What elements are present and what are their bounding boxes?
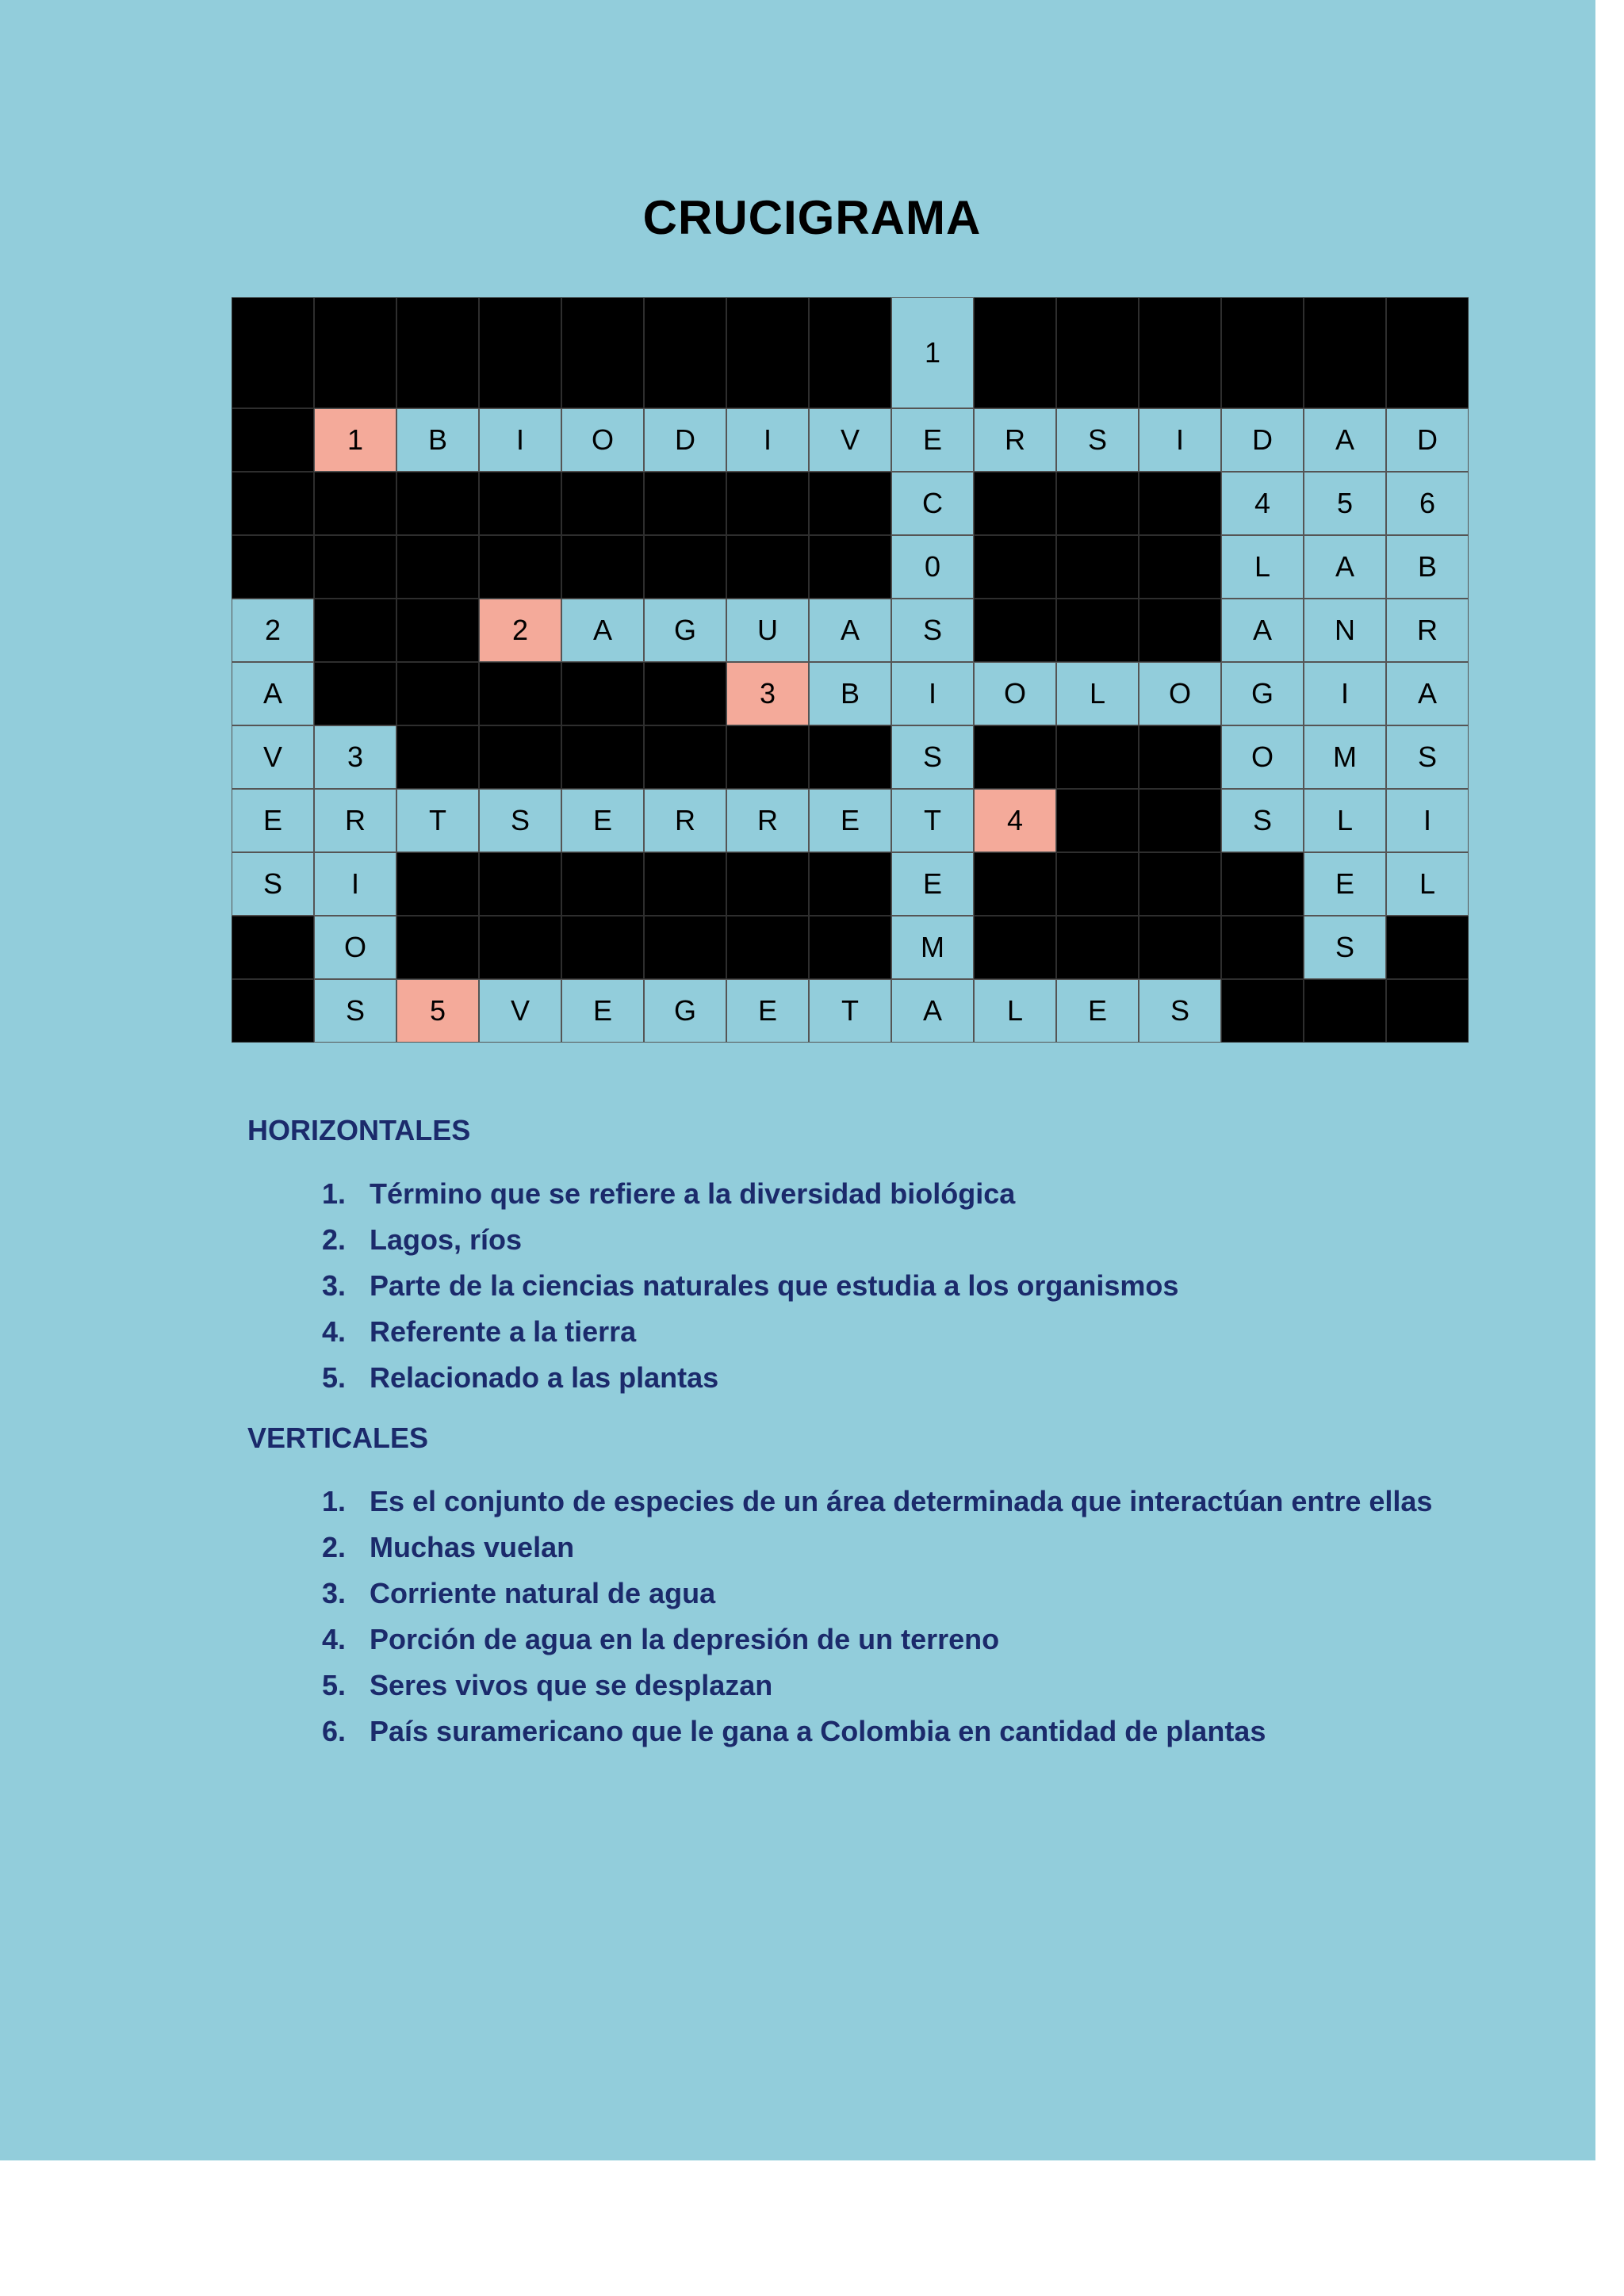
crossword-letter-cell: E bbox=[1056, 979, 1139, 1043]
clue-text: Seres vivos que se desplazan bbox=[370, 1669, 773, 1701]
clue-text: Término que se refiere a la diversidad biológica bbox=[370, 1177, 1016, 1210]
page-title: CRUCIGRAMA bbox=[642, 191, 982, 244]
crossword-letter-cell: O bbox=[974, 662, 1056, 725]
crossword-letter-cell: 3 bbox=[314, 725, 396, 789]
crossword-block-cell bbox=[561, 916, 644, 979]
crossword-block-cell bbox=[479, 472, 561, 535]
crossword-block-cell bbox=[479, 852, 561, 916]
crossword-letter-cell: I bbox=[479, 408, 561, 472]
crossword-block-cell bbox=[809, 472, 891, 535]
crossword-letter-cell: E bbox=[561, 789, 644, 852]
crossword-letter-cell: V bbox=[479, 979, 561, 1043]
crossword-letter-cell: S bbox=[479, 789, 561, 852]
crossword-letter-cell: O bbox=[561, 408, 644, 472]
crossword-block-cell bbox=[396, 599, 479, 662]
crossword-block-cell bbox=[232, 979, 314, 1043]
crossword-letter-cell: E bbox=[1304, 852, 1386, 916]
clue-text: Es el conjunto de especies de un área determinada que interactúan entre ellas bbox=[370, 1485, 1433, 1517]
crossword-block-cell bbox=[1056, 789, 1139, 852]
crossword-letter-cell: D bbox=[1221, 408, 1304, 472]
crossword-block-cell bbox=[396, 662, 479, 725]
crossword-block-cell bbox=[1139, 852, 1221, 916]
crossword-letter-cell: 5 bbox=[1304, 472, 1386, 535]
crossword-block-cell bbox=[644, 472, 726, 535]
crossword-block-cell bbox=[1221, 916, 1304, 979]
crossword-block-cell bbox=[1139, 535, 1221, 599]
clue-number: 6. bbox=[321, 1715, 346, 1747]
crossword-letter-cell: R bbox=[974, 408, 1056, 472]
crossword-block-cell bbox=[809, 852, 891, 916]
crossword-block-cell bbox=[1304, 979, 1386, 1043]
crossword-start-cell: 3 bbox=[726, 662, 809, 725]
crossword-letter-cell: I bbox=[1139, 408, 1221, 472]
crossword-block-cell bbox=[396, 472, 479, 535]
crossword-block-cell bbox=[726, 535, 809, 599]
crossword-block-cell bbox=[974, 916, 1056, 979]
crossword-letter-cell: L bbox=[1386, 852, 1469, 916]
crossword-block-cell bbox=[809, 725, 891, 789]
crossword-start-cell: 2 bbox=[479, 599, 561, 662]
crossword-block-cell bbox=[561, 725, 644, 789]
crossword-letter-cell: T bbox=[809, 979, 891, 1043]
crossword-block-cell bbox=[396, 725, 479, 789]
crossword-letter-cell: A bbox=[1221, 599, 1304, 662]
crossword-letter-cell: 2 bbox=[232, 599, 314, 662]
crossword-letter-cell: 4 bbox=[1221, 472, 1304, 535]
crossword-letter-cell: I bbox=[314, 852, 396, 916]
crossword-block-cell bbox=[726, 916, 809, 979]
crossword-letter-cell: 1 bbox=[891, 297, 974, 408]
crossword-letter-cell: S bbox=[232, 852, 314, 916]
crossword-letter-cell: S bbox=[1221, 789, 1304, 852]
crossword-letter-cell: N bbox=[1304, 599, 1386, 662]
crossword-block-cell bbox=[1221, 297, 1304, 408]
vertical-clue-list bbox=[247, 1485, 1556, 1761]
crossword-letter-cell: E bbox=[809, 789, 891, 852]
crossword-block-cell bbox=[726, 852, 809, 916]
crossword-letter-cell: A bbox=[1304, 408, 1386, 472]
crossword-letter-cell: L bbox=[974, 979, 1056, 1043]
crossword-letter-cell: S bbox=[1056, 408, 1139, 472]
crossword-block-cell bbox=[396, 535, 479, 599]
crossword-letter-cell: B bbox=[1386, 535, 1469, 599]
crossword-letter-cell: O bbox=[314, 916, 396, 979]
crossword-letter-cell: E bbox=[561, 979, 644, 1043]
crossword-letter-cell: E bbox=[232, 789, 314, 852]
crossword-block-cell bbox=[1139, 297, 1221, 408]
crossword-block-cell bbox=[644, 662, 726, 725]
crossword-letter-cell: T bbox=[396, 789, 479, 852]
crossword-block-cell bbox=[1221, 852, 1304, 916]
crossword-grid bbox=[232, 297, 1469, 1043]
crossword-letter-cell: S bbox=[1139, 979, 1221, 1043]
crossword-block-cell bbox=[1221, 979, 1304, 1043]
crossword-block-cell bbox=[479, 535, 561, 599]
crossword-block-cell bbox=[1386, 979, 1469, 1043]
crossword-letter-cell: S bbox=[1304, 916, 1386, 979]
clue-item bbox=[247, 1269, 1556, 1315]
crossword-letter-cell: E bbox=[891, 852, 974, 916]
crossword-letter-cell: S bbox=[891, 599, 974, 662]
clue-text: Corriente natural de agua bbox=[370, 1577, 716, 1609]
crossword-letter-cell: D bbox=[644, 408, 726, 472]
clue-number: 2. bbox=[321, 1223, 346, 1256]
crossword-letter-cell: A bbox=[1386, 662, 1469, 725]
crossword-block-cell bbox=[396, 297, 479, 408]
crossword-block-cell bbox=[232, 916, 314, 979]
crossword-block-cell bbox=[1056, 916, 1139, 979]
crossword-block-cell bbox=[1304, 297, 1386, 408]
crossword-block-cell bbox=[1056, 297, 1139, 408]
crossword-block-cell bbox=[232, 408, 314, 472]
crossword-block-cell bbox=[1056, 725, 1139, 789]
clue-item bbox=[247, 1669, 1556, 1715]
crossword-block-cell bbox=[644, 297, 726, 408]
clue-text: Parte de la ciencias naturales que estudia a los organismos bbox=[370, 1269, 1179, 1302]
crossword-block-cell bbox=[1139, 472, 1221, 535]
clue-item bbox=[247, 1485, 1556, 1531]
crossword-letter-cell: G bbox=[1221, 662, 1304, 725]
crossword-block-cell bbox=[726, 297, 809, 408]
clue-number: 1. bbox=[321, 1177, 346, 1210]
clue-item bbox=[247, 1531, 1556, 1577]
crossword-block-cell bbox=[644, 725, 726, 789]
clues-panel bbox=[247, 1114, 1556, 1761]
crossword-block-cell bbox=[232, 297, 314, 408]
crossword-block-cell bbox=[561, 297, 644, 408]
crossword-letter-cell: R bbox=[314, 789, 396, 852]
clue-number: 1. bbox=[321, 1485, 346, 1517]
crossword-letter-cell: I bbox=[726, 408, 809, 472]
crossword-block-cell bbox=[561, 535, 644, 599]
crossword-letter-cell: S bbox=[1386, 725, 1469, 789]
crossword-block-cell bbox=[1386, 297, 1469, 408]
clue-text: Relacionado a las plantas bbox=[370, 1361, 719, 1394]
crossword-block-cell bbox=[974, 599, 1056, 662]
crossword-block-cell bbox=[1139, 789, 1221, 852]
crossword-letter-cell: A bbox=[891, 979, 974, 1043]
crossword-block-cell bbox=[396, 852, 479, 916]
crossword-letter-cell: S bbox=[314, 979, 396, 1043]
crossword-block-cell bbox=[974, 297, 1056, 408]
crossword-block-cell bbox=[1056, 852, 1139, 916]
crossword-block-cell bbox=[479, 662, 561, 725]
clue-item bbox=[247, 1577, 1556, 1623]
crossword-letter-cell: L bbox=[1221, 535, 1304, 599]
crossword-block-cell bbox=[1056, 599, 1139, 662]
horizontal-heading: HORIZONTALES bbox=[247, 1114, 471, 1146]
crossword-letter-cell: O bbox=[1221, 725, 1304, 789]
crossword-block-cell bbox=[809, 535, 891, 599]
horizontal-clue-list bbox=[247, 1177, 1556, 1407]
clue-number: 3. bbox=[321, 1269, 346, 1302]
crossword-block-cell bbox=[974, 725, 1056, 789]
crossword-block-cell bbox=[314, 535, 396, 599]
crossword-letter-cell: B bbox=[396, 408, 479, 472]
crossword-block-cell bbox=[314, 472, 396, 535]
crossword-letter-cell: 0 bbox=[891, 535, 974, 599]
crossword-block-cell bbox=[974, 472, 1056, 535]
clue-item bbox=[247, 1623, 1556, 1669]
crossword-letter-cell: V bbox=[809, 408, 891, 472]
crossword-letter-cell: E bbox=[891, 408, 974, 472]
crossword-block-cell bbox=[561, 662, 644, 725]
crossword-block-cell bbox=[1139, 599, 1221, 662]
clue-number: 5. bbox=[321, 1669, 346, 1701]
crossword-letter-cell: M bbox=[891, 916, 974, 979]
crossword-block-cell bbox=[644, 852, 726, 916]
crossword-letter-cell: A bbox=[809, 599, 891, 662]
crossword-letter-cell: O bbox=[1139, 662, 1221, 725]
crossword-letter-cell: C bbox=[891, 472, 974, 535]
horizontal-section bbox=[247, 1114, 1556, 1407]
crossword-letter-cell: D bbox=[1386, 408, 1469, 472]
crossword-block-cell bbox=[1386, 916, 1469, 979]
crossword-letter-cell: R bbox=[644, 789, 726, 852]
clue-text: Lagos, ríos bbox=[370, 1223, 523, 1256]
crossword-letter-cell: A bbox=[232, 662, 314, 725]
clue-item bbox=[247, 1315, 1556, 1361]
crossword-letter-cell: 6 bbox=[1386, 472, 1469, 535]
crossword-letter-cell: I bbox=[1304, 662, 1386, 725]
crossword-letter-cell: T bbox=[891, 789, 974, 852]
crossword-block-cell bbox=[479, 725, 561, 789]
clue-item bbox=[247, 1177, 1556, 1223]
clue-item bbox=[247, 1361, 1556, 1407]
clue-text: Referente a la tierra bbox=[370, 1315, 637, 1348]
crossword-block-cell bbox=[809, 916, 891, 979]
clue-number: 4. bbox=[321, 1315, 346, 1348]
crossword-letter-cell: A bbox=[561, 599, 644, 662]
vertical-section bbox=[247, 1422, 1556, 1761]
crossword-letter-cell: U bbox=[726, 599, 809, 662]
clue-item bbox=[247, 1715, 1556, 1761]
crossword-block-cell bbox=[396, 916, 479, 979]
crossword-letter-cell: R bbox=[726, 789, 809, 852]
crossword-letter-cell: V bbox=[232, 725, 314, 789]
crossword-letter-cell: G bbox=[644, 979, 726, 1043]
crossword-block-cell bbox=[809, 297, 891, 408]
vertical-heading: VERTICALES bbox=[247, 1422, 429, 1454]
clue-number: 5. bbox=[321, 1361, 346, 1394]
crossword-block-cell bbox=[1056, 472, 1139, 535]
crossword-letter-cell: A bbox=[1304, 535, 1386, 599]
crossword-start-cell: 1 bbox=[314, 408, 396, 472]
clue-item bbox=[247, 1223, 1556, 1269]
crossword-block-cell bbox=[479, 916, 561, 979]
clue-text: Porción de agua en la depresión de un terreno bbox=[370, 1623, 1000, 1655]
crossword-block-cell bbox=[1139, 916, 1221, 979]
crossword-block-cell bbox=[644, 916, 726, 979]
crossword-block-cell bbox=[1139, 725, 1221, 789]
clue-text: Muchas vuelan bbox=[370, 1531, 575, 1563]
crossword-block-cell bbox=[314, 297, 396, 408]
crossword-letter-cell: S bbox=[891, 725, 974, 789]
crossword-letter-cell: L bbox=[1056, 662, 1139, 725]
crossword-letter-cell: I bbox=[1386, 789, 1469, 852]
crossword-block-cell bbox=[232, 472, 314, 535]
crossword-block-cell bbox=[726, 472, 809, 535]
crossword-block-cell bbox=[726, 725, 809, 789]
crossword-block-cell bbox=[314, 662, 396, 725]
crossword-start-cell: 4 bbox=[974, 789, 1056, 852]
crossword-block-cell bbox=[974, 535, 1056, 599]
crossword-letter-cell: B bbox=[809, 662, 891, 725]
clue-text: País suramericano que le gana a Colombia en cantidad de plantas bbox=[370, 1715, 1266, 1747]
crossword-letter-cell: R bbox=[1386, 599, 1469, 662]
crossword-letter-cell: E bbox=[726, 979, 809, 1043]
crossword-letter-cell: G bbox=[644, 599, 726, 662]
crossword-letter-cell: L bbox=[1304, 789, 1386, 852]
crossword-block-cell bbox=[314, 599, 396, 662]
crossword-block-cell bbox=[561, 852, 644, 916]
clue-number: 4. bbox=[321, 1623, 346, 1655]
crossword-block-cell bbox=[644, 535, 726, 599]
crossword-block-cell bbox=[561, 472, 644, 535]
crossword-block-cell bbox=[479, 297, 561, 408]
crossword-letter-cell: M bbox=[1304, 725, 1386, 789]
crossword-block-cell bbox=[1056, 535, 1139, 599]
crossword-block-cell bbox=[232, 535, 314, 599]
crossword-block-cell bbox=[974, 852, 1056, 916]
clue-number: 3. bbox=[321, 1577, 346, 1609]
crossword-start-cell: 5 bbox=[396, 979, 479, 1043]
crossword-letter-cell: I bbox=[891, 662, 974, 725]
clue-number: 2. bbox=[321, 1531, 346, 1563]
